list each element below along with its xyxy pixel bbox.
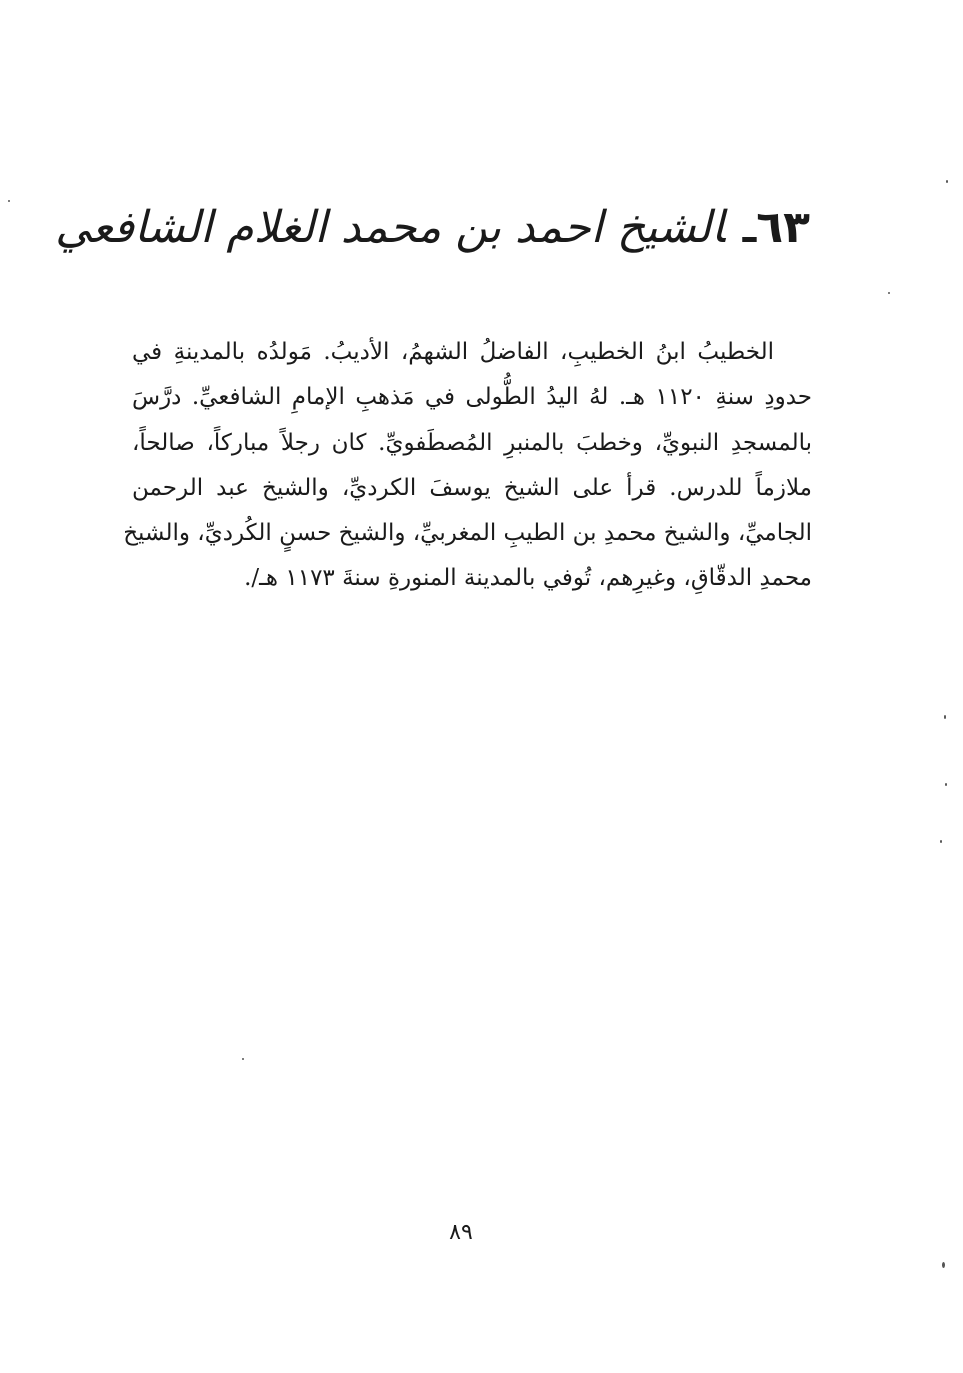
scan-speck: [242, 1058, 244, 1060]
scan-speck: [940, 840, 942, 843]
entry-dash: ـ: [742, 206, 757, 252]
paragraph-line: الخطيبُ ابنُ الخطيبِ، الفاضلُ الشهمُ، الأديبُ. مَولدُه بالمدينةِ في: [132, 339, 774, 365]
entry-heading: [55, 188, 810, 268]
scan-speck: [945, 783, 947, 786]
scan-speck: [946, 180, 948, 183]
paragraph-line: محمدِ الدقّاقِ، وغيرِهم، تُوفي بالمدينة المنورةِ سنةَ ١١٧٣ هـ/.: [244, 565, 812, 592]
paragraph-line: حدودِ سنةِ ١١٢٠ هـ. لهُ اليدُ الطُّولى في مَذهبِ الإمامِ الشافعيِّ. درَّسَ: [132, 384, 812, 411]
biography-paragraph: [123, 330, 812, 602]
paragraph-line: ملازماً للدرس. قرأ على الشيخ يوسفَ الكرديِّ، والشيخ عبد الرحمن: [132, 474, 812, 501]
entry-title: الشيخ احمد بن محمد الغلام الشافعي: [55, 202, 725, 253]
scan-speck: [8, 200, 10, 202]
paragraph-line: الجاميِّ، والشيخ محمدِ بن الطيبِ المغربيِّ، والشيخ حسنٍ الكُرديِّ، والشيخ: [123, 520, 812, 547]
scan-speck: [888, 292, 890, 294]
scan-speck: [942, 1262, 945, 1268]
entry-number: ٦٣: [756, 202, 810, 253]
page-number: ٨٩: [449, 1220, 473, 1245]
scan-speck: [944, 715, 946, 719]
paragraph-line: بالمسجدِ النبويِّ، وخطبَ بالمنبرِ المُصطَفويِّ. كان رجلاً مباركاً، صالحاً،: [132, 429, 812, 456]
